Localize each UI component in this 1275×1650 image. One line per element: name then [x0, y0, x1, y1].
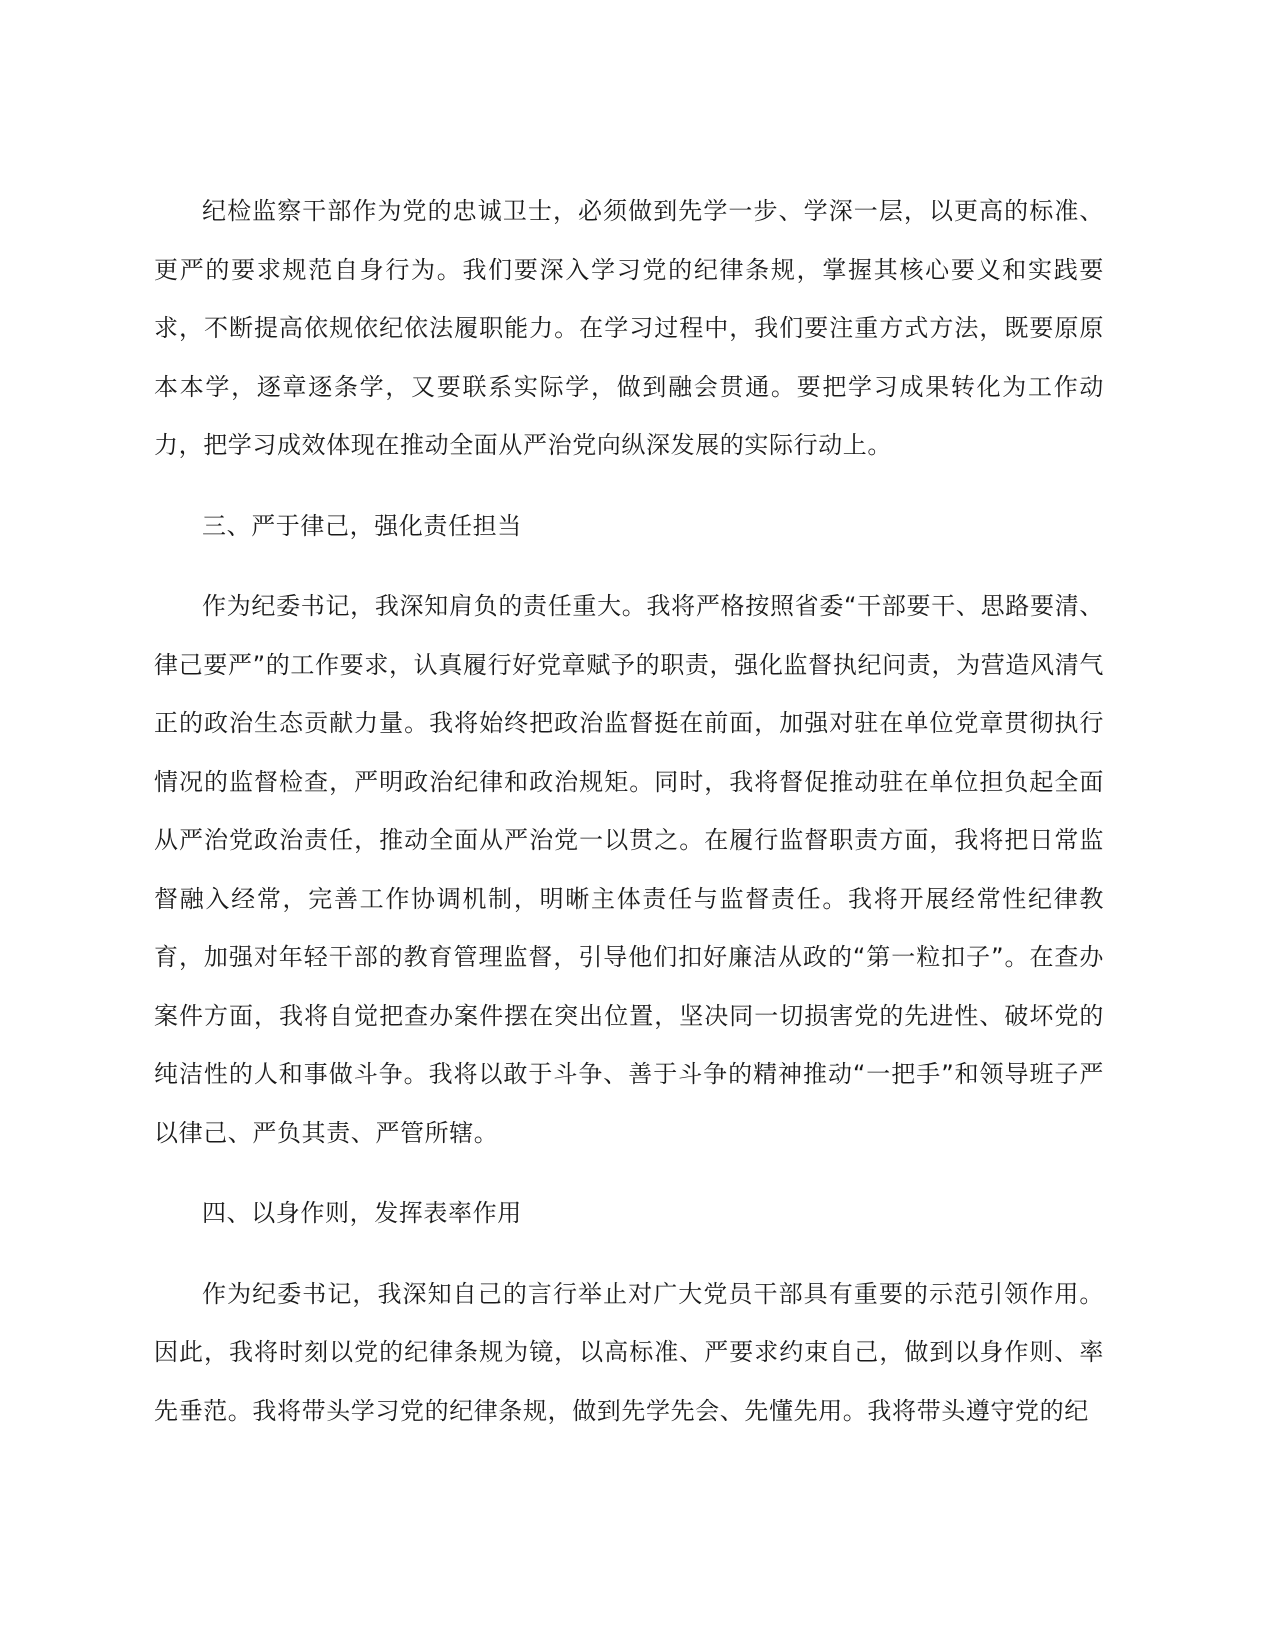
section-heading-three: 三、严于律己，强化责任担当 [202, 511, 522, 540]
paragraph-responsibility: 作为纪委书记，我深知肩负的责任重大。我将严格按照省委“干部要干、思路要清、律己要严”的工作要求，认真履行好党章赋予的职责，强化监督执纪问责，为营造风清气正的政治生态贡献力量。我将始终把政治监督挺在前面，加强对驻在单位党章贯彻执行情况的监督检查，严明政治纪律和政治规矩。同时，我将督促推动驻在单位担负起全面从严治党政治责任，推动全面从严治党一以贯之。在履行监督职责方面，我将把日常监督融入经常，完善工作协调机制，明晰主体责任与监督责任。我将开展经常性纪律教育，加强对年轻干部的教育管理监督，引导他们扣好廉洁从政的“第一粒扣子”。在查办案件方面，我将自觉把查办案件摆在突出位置，坚决同一切损害党的先进性、破坏党的纯洁性的人和事做斗争。我将以敢于斗争、善于斗争的精神推动“一把手”和领导班子严以律己、严负其责、严管所辖。 [154, 592, 1104, 1147]
section-heading-four: 四、以身作则，发挥表率作用 [202, 1199, 522, 1227]
document-body [154, 182, 1104, 1462]
paragraph-lead-by-example: 作为纪委书记，我深知自己的言行举止对广大党员干部具有重要的示范引领作用。因此，我将时刻以党的纪律条规为镜，以高标准、严要求约束自己，做到以身作则、率先垂范。我将带头学习党的纪律条规，做到先学先会、先懂先用。我将带头遵守党的纪 [154, 1279, 1104, 1425]
paragraph-study-discipline: 纪检监察干部作为党的忠诚卫士，必须做到先学一步、学深一层，以更高的标准、更严的要求规范自身行为。我们要深入学习党的纪律条规，掌握其核心要义和实践要求，不断提高依规依纪依法履职能力。在学习过程中，我们要注重方式方法，既要原原本本学，逐章逐条学，又要联系实际学，做到融会贯通。要把学习成果转化为工作动力，把学习成效体现在推动全面从严治党向纵深发展的实际行动上。 [154, 197, 1104, 459]
